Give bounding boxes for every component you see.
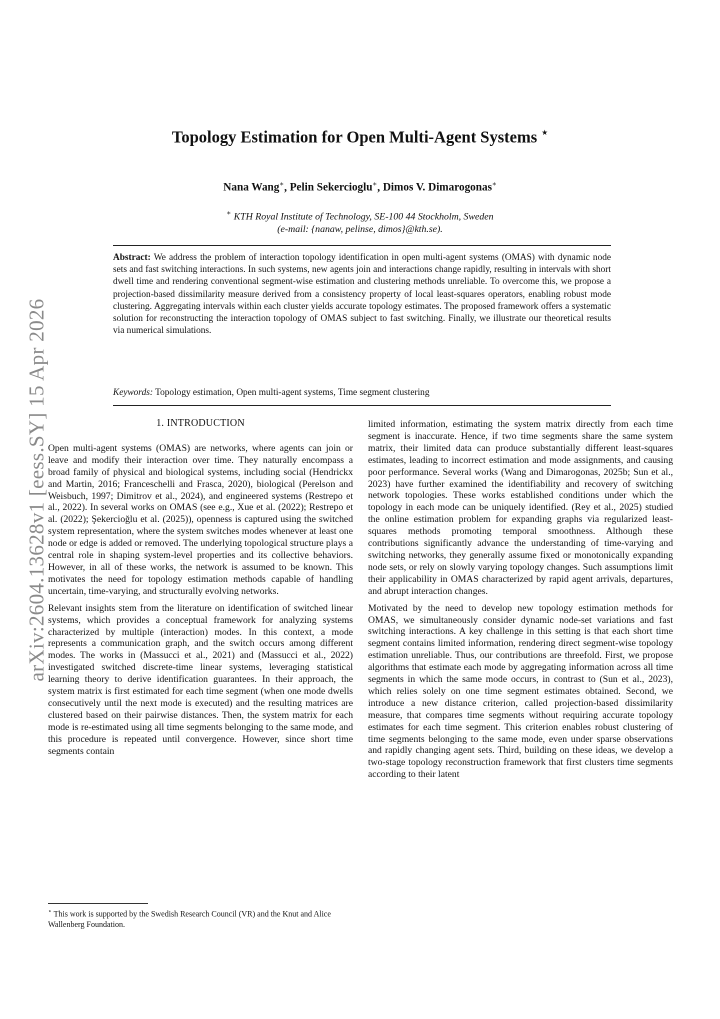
title-text: Topology Estimation for Open Multi-Agent Systems [171, 127, 538, 147]
paragraph: Relevant insights stem from the literature on identification of switched linear systems, which provides a conceptual framework for analyzing systems characterized by multiple (interaction) modes. In this context, a mode represents a communication graph, and the switch occurs among different modes. The works in (Massucci et al., 2021) and (Massucci et al., 2022) investigated switched discrete-time linear systems, leveraging statistical learning theory to derive identification guarantees. In their approach, the system matrix is first estimated for each time segment (when one mode dwells consecutively until the next mode is executed) and the resulting matrices are clustered based on their pairwise distances. Then, the system matrix for each mode is re-estimated using all time segments belonging to the same mode, and this procedure is repeated until convergence. However, since short time segments contain [48, 602, 353, 757]
footnote-mark: ⋆ [48, 909, 52, 915]
footnote-rule [48, 903, 148, 904]
abstract-bottom-rule [113, 405, 611, 406]
author-mark: ∗ [372, 180, 378, 188]
affiliation-line [140, 207, 580, 224]
author-list [140, 180, 580, 194]
abstract-top-rule [113, 245, 611, 246]
author-mark: ∗ [491, 180, 497, 188]
keywords [113, 388, 611, 398]
abstract [113, 252, 611, 337]
affiliation [140, 207, 580, 236]
paragraph: Motivated by the need to develop new topology estimation methods for OMAS, we simultaneously consider dynamic node-set variations and fast switching interactions. A key challenge in this setting is that each short time segment contains limited information, rendering direct segment-wise topology estimation unreliable. Thus, our contributions are threefold. First, we propose algorithms that estimate each mode by aggregating information across all time segments in which the same mode occurs, in contrast to (Sun et al., 2023), which relies solely on one time segment estimates obtained. Second, we introduce a new distance criterion, called projection-based dissimilarity measure, that compares time segments without requiring accurate topology estimates for each time segment. This criterion enables robust clustering of time segments belonging to the same mode, even under sparse observations and rapidly changing agent sets. Third, building on these ideas, we develop a two-stage topology reconstruction framework that first clusters time segments according to their latent [368, 602, 673, 781]
abstract-text: We address the problem of interaction topology identification in open multi-agent systems (OMAS) with dynamic node sets and fast switching interactions. In such systems, new agents join and interactions change rapidly, resulting in intervals with short dwell time and rendering conventional segment-wise estimation and clustering methods unreliable. To overcome this, we propose a projection-based dissimilarity measure derived from a consistency property of local least-squares operators, enabling robust mode clustering. Aggregating intervals within each cluster yields accurate topology estimates. The proposed framework offers a systematic solution for reconstructing the interaction topology of OMAS subject to fast switching. Finally, we illustrate our theoretical results via numerical simulations. [113, 253, 611, 337]
abstract-label: Abstract: [113, 253, 151, 263]
author-name: Dimos V. Dimarogonas [382, 181, 492, 194]
author-mark: ∗ [279, 180, 285, 188]
keywords-text: Topology estimation, Open multi-agent systems, Time segment clustering [155, 388, 430, 398]
arxiv-id-text: arXiv:2604.13628v1 [eess.SY] 15 Apr 2026 [24, 298, 49, 682]
author-name: Nana Wang [223, 181, 280, 194]
paper-title [140, 123, 580, 148]
keywords-label: Keywords: [113, 388, 153, 398]
left-column [48, 418, 353, 762]
affiliation-email: (e-mail: {nanaw, pelinse, dimos}@kth.se). [277, 223, 443, 235]
author-name: Pelin Sekercioglu [289, 181, 373, 194]
paragraph: limited information, estimating the system matrix directly from each time segment is inaccurate. Hence, if two time segments share the same system matrix, their limited data can produce substantially different least-squares estimates, leading to incorrect estimation and mode assignments, and causing poor performance. Several works (Wang and Dimarogonas, 2025b; Sun et al., 2023) have further examined the identifiability and recovery of switching network topologies. These works established conditions under which the topology in each mode can be uniquely identified. (Rey et al., 2025) studied the online estimation problem for expanding graphs via regularized least-squares methods promoting temporal smoothness. Although these contributions significantly advance the understanding of time-varying and switching networks, they generally assume fixed or monotonically expanding node sets, or rely on slowly varying topology changes. Such assumptions limit their applicability in OMAS characterized by rapid agent arrivals, departures, and abrupt interaction changes. [368, 419, 673, 597]
title-footnote-mark: ⋆ [541, 127, 549, 139]
footnote-text: This work is supported by the Swedish Research Council (VR) and the Knut and Alice Wallenberg Foundation. [48, 909, 331, 929]
author-separator: , [284, 181, 290, 194]
paragraph: Open multi-agent systems (OMAS) are networks, where agents can join or leave and modify their interaction over time. They naturally encompass a broad family of physical and biological systems, including social (Hendrickx and Martin, 2016; Franceschelli and Frasca, 2020), biological (Perelson and Weisbuch, 1997; Dimitrov et al., 2024), and engineered systems (Restrepo et al., 2022). In several works on OMAS (see e.g., Xue et al. (2022); Restrepo et al. (2022); Şekercioğlu et al. (2025)), openness is captured using the switched system representation, where the system switches modes whenever at least one node or edge is added or removed. The underlying topological structure plays a central role in shaping system-level properties and its collective behaviors. However, in all of these works, the network is assumed to be known. This motivates the need for topology estimation methods capable of handling uncertain, time-varying, and structurally evolving networks. [48, 442, 353, 597]
right-column [368, 419, 673, 786]
affiliation-institution: KTH Royal Institute of Technology, SE-100 44 Stockholm, Sweden [233, 211, 494, 223]
affiliation-mark: ∗ [226, 209, 232, 217]
section-heading: 1. INTRODUCTION [156, 418, 245, 429]
footnote [48, 907, 353, 930]
author-separator: , [377, 181, 383, 194]
